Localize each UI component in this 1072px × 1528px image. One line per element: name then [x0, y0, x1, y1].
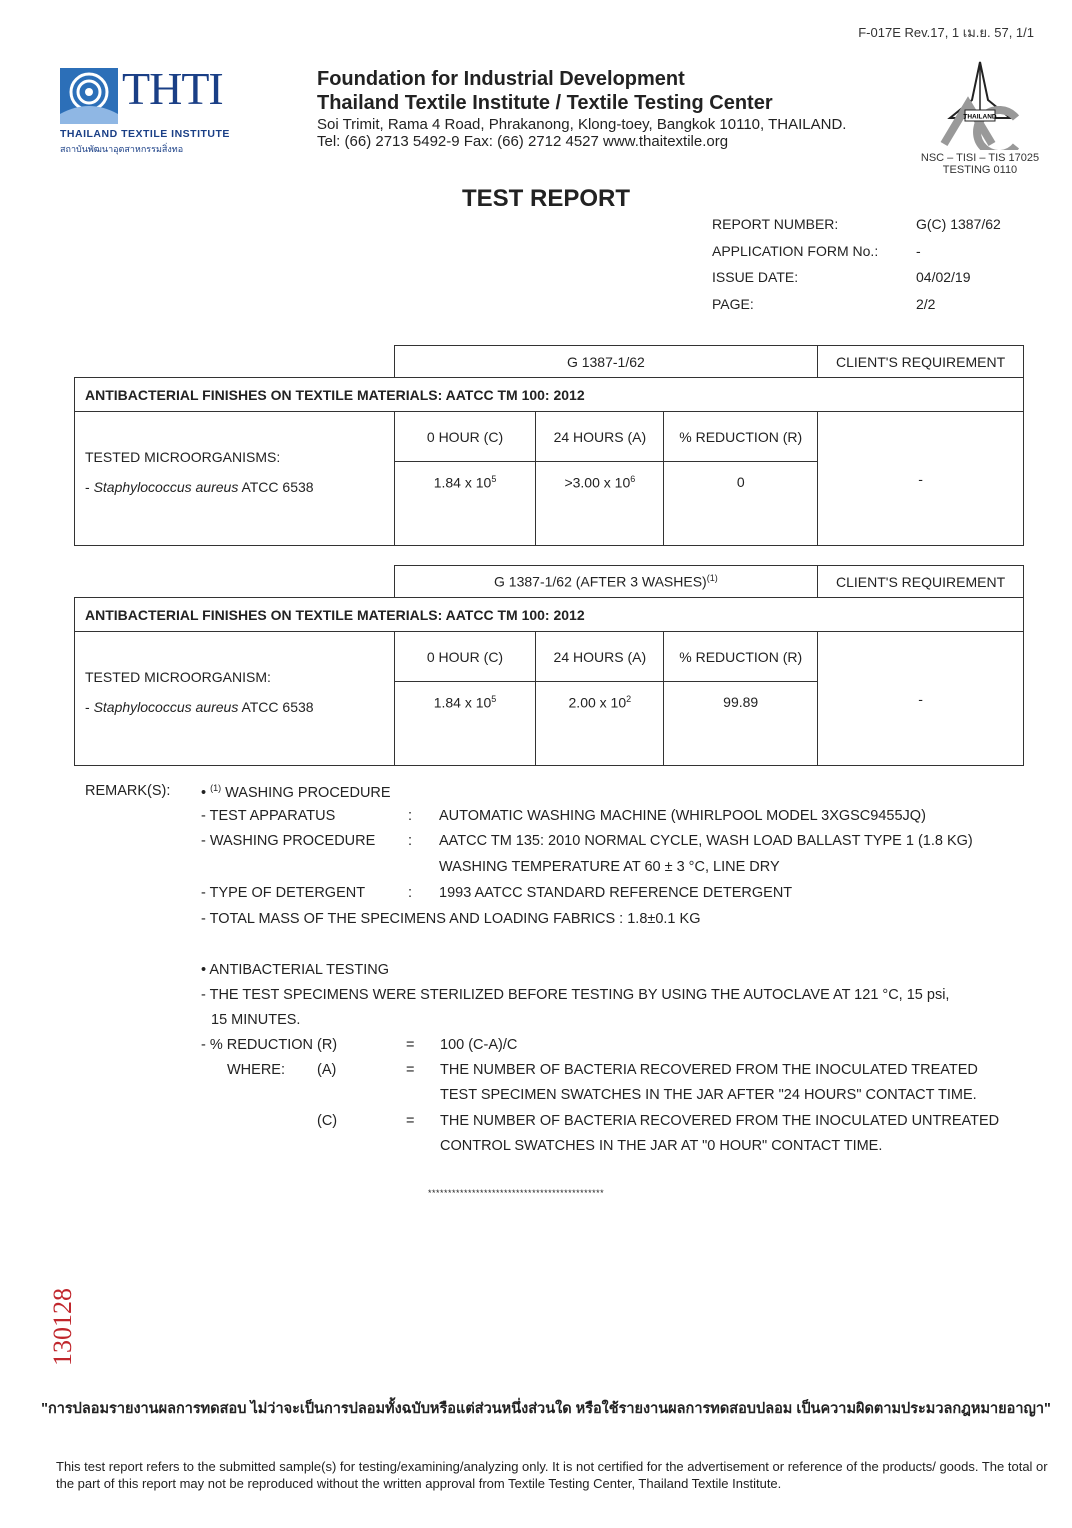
- value-0-hour: [394, 682, 536, 766]
- col-reduction: % REDUCTION (R): [664, 632, 818, 682]
- apparatus-value: AUTOMATIC WASHING MACHINE (WHIRLPOOL MODEL 3XGSC9455JQ): [439, 808, 926, 824]
- procedure-temperature: WASHING TEMPERATURE AT 60 ± 3 °C, LINE DRY: [439, 859, 780, 875]
- organism-name: Staphylococcus aureus: [93, 699, 239, 715]
- value-24-hours: [536, 462, 664, 546]
- value-exponent: 5: [491, 474, 497, 484]
- meta-value: G(C) 1387/62: [916, 216, 1001, 232]
- org-address: Soi Trimit, Rama 4 Road, Phrakanong, Klong-toey, Bangkok 10110, THAILAND.: [317, 116, 847, 133]
- client-requirement-header: CLIENT'S REQUIREMENT: [818, 346, 1024, 378]
- accreditation-line1: NSC – TISI – TIS 17025: [920, 152, 1040, 164]
- colon: :: [408, 885, 413, 901]
- reduction-formula: 100 (C-A)/C: [440, 1037, 518, 1053]
- equals: =: [406, 1113, 415, 1129]
- col-0-hour: 0 HOUR (C): [394, 412, 536, 462]
- a-symbol: (A): [317, 1062, 337, 1078]
- logo-wordmark: THTI: [122, 63, 223, 114]
- remarks-label: REMARK(S):: [85, 783, 171, 799]
- value-reduction: 0: [664, 462, 818, 546]
- sample-id: [394, 566, 818, 598]
- reduction-formula-label: - % REDUCTION (R): [201, 1037, 338, 1053]
- meta-value: 04/02/19: [916, 269, 971, 285]
- value-base: 2.00 x 10: [568, 694, 627, 711]
- test-method: ANTIBACTERIAL FINISHES ON TEXTILE MATERIALS: AATCC TM 100: 2012: [75, 598, 1024, 632]
- meta-report-number: [712, 216, 1001, 243]
- value-reduction: 99.89: [664, 682, 818, 766]
- organism-name: Staphylococcus aureus: [93, 479, 239, 495]
- sample-id-text: G 1387-1/62 (AFTER 3 WASHES): [494, 573, 707, 590]
- accreditation-mark: [920, 60, 1040, 185]
- organism-prefix: -: [85, 479, 94, 495]
- logo-subtitle: THAILAND TEXTILE INSTITUTE: [60, 128, 230, 140]
- detergent-label: - TYPE OF DETERGENT: [201, 885, 366, 901]
- organism: [85, 692, 384, 722]
- value-base: 1.84 x 10: [433, 474, 492, 491]
- accreditation-logo-icon: [930, 60, 1030, 150]
- sterilization-note-cont: 15 MINUTES.: [211, 1012, 301, 1028]
- value-exponent: 2: [626, 694, 632, 704]
- thti-logo: [60, 63, 242, 154]
- client-requirement-header: CLIENT'S REQUIREMENT: [818, 566, 1024, 598]
- meta-value: -: [916, 242, 921, 259]
- accreditation-line2: TESTING 0110: [942, 164, 1018, 176]
- col-24-hours: 24 HOURS (A): [536, 632, 664, 682]
- value-base: >3.00 x 10: [564, 474, 631, 491]
- page-title: TEST REPORT: [461, 185, 630, 212]
- meta-label: APPLICATION FORM No.:: [712, 242, 879, 259]
- client-requirement-value: -: [818, 412, 1024, 546]
- org-institute: Thailand Textile Institute / Textile Testing Center: [317, 92, 773, 114]
- value-base: 1.84 x 10: [433, 694, 492, 711]
- c-definition: THE NUMBER OF BACTERIA RECOVERED FROM THE INOCULATED UNTREATED: [440, 1113, 1000, 1129]
- results-table-2: [74, 565, 1024, 766]
- value-exponent: 5: [491, 694, 497, 704]
- detergent-value: 1993 AATCC STANDARD REFERENCE DETERGENT: [439, 885, 793, 901]
- organism-label: TESTED MICROORGANISMS:: [85, 449, 281, 465]
- c-symbol: (C): [317, 1113, 338, 1129]
- meta-label: REPORT NUMBER:: [712, 216, 839, 232]
- colon: :: [408, 808, 413, 824]
- organism-prefix: -: [85, 699, 94, 715]
- organism-label: TESTED MICROORGANISM:: [85, 669, 271, 685]
- col-reduction: % REDUCTION (R): [664, 412, 818, 462]
- side-serial-number: 130128: [48, 1288, 77, 1366]
- a-definition-cont: TEST SPECIMEN SWATCHES IN THE JAR AFTER "24 HOURS" CONTACT TIME.: [440, 1087, 977, 1103]
- procedure-label: - WASHING PROCEDURE: [201, 833, 376, 849]
- org-contact: Tel: (66) 2713 5492-9 Fax: (66) 2712 4527 www.thaitextile.org: [317, 133, 729, 150]
- procedure-value: AATCC TM 135: 2010 NORMAL CYCLE, WASH LOAD BALLAST TYPE 1 (1.8 KG): [439, 833, 973, 849]
- meta-page: [712, 296, 1001, 323]
- results-table-1: [74, 345, 1024, 546]
- total-mass: - TOTAL MASS OF THE SPECIMENS AND LOADING FABRICS : 1.8±0.1 KG: [201, 911, 701, 927]
- organism-cell: [75, 412, 395, 546]
- thti-swirl-icon: [60, 68, 118, 124]
- report-meta: [712, 216, 1001, 322]
- meta-value: 2/2: [916, 295, 936, 312]
- colon: :: [408, 833, 413, 849]
- equals: =: [406, 1062, 415, 1078]
- org-name: Foundation for Industrial Development: [317, 68, 685, 90]
- footnote-marker: (1): [210, 783, 222, 793]
- sample-id: G 1387-1/62: [394, 346, 818, 378]
- a-definition: THE NUMBER OF BACTERIA RECOVERED FROM THE INOCULATED TREATED: [440, 1062, 978, 1078]
- organism: [85, 472, 384, 502]
- col-24-hours: 24 HOURS (A): [536, 412, 664, 462]
- c-definition-cont: CONTROL SWATCHES IN THE JAR AT "0 HOUR" CONTACT TIME.: [440, 1138, 883, 1154]
- meta-label: PAGE:: [712, 295, 754, 312]
- value-24-hours: [536, 682, 664, 766]
- apparatus-label: - TEST APPARATUS: [201, 808, 336, 824]
- organism-cell: [75, 632, 395, 766]
- meta-issue-date: [712, 269, 1001, 296]
- footnote-marker: (1): [706, 573, 718, 584]
- washing-heading-text: WASHING PROCEDURE: [225, 784, 391, 801]
- where-label: WHERE:: [227, 1062, 285, 1078]
- form-code: F-017E Rev.17, 1 เม.ย. 57, 1/1: [858, 25, 1034, 40]
- organism-strain: ATCC 6538: [238, 699, 314, 715]
- col-0-hour: 0 HOUR (C): [394, 632, 536, 682]
- disclaimer: This test report refers to the submitted sample(s) for testing/examining/analyzing only. It is not certified for the advertisement or reference of the products/ goods. The total or the part of this report may not be reproduced without the written approval from Textile Testing Center, Thailand Textile Institute.: [56, 1459, 1048, 1491]
- meta-application-form: [712, 243, 1001, 270]
- accreditation-badge: THAILAND: [963, 113, 997, 121]
- antibacterial-heading: • ANTIBACTERIAL TESTING: [201, 962, 389, 978]
- value-0-hour: [394, 462, 536, 546]
- test-method: ANTIBACTERIAL FINISHES ON TEXTILE MATERIALS: AATCC TM 100: 2012: [75, 378, 1024, 412]
- value-exponent: 6: [630, 474, 636, 484]
- organism-strain: ATCC 6538: [238, 479, 314, 495]
- meta-label: ISSUE DATE:: [712, 269, 799, 285]
- logo-subtitle-thai: สถาบันพัฒนาอุตสาหกรรมสิ่งทอ: [60, 144, 184, 154]
- antibacterial-heading-text: ANTIBACTERIAL TESTING: [209, 962, 389, 978]
- washing-heading: • $^{(1)}$ WASHING PROCEDURE: [201, 783, 391, 801]
- end-of-report-marker: ********************************************: [428, 1188, 605, 1198]
- thai-legal-warning: "การปลอมรายงานผลการทดสอบ ไม่ว่าจะเป็นการปลอมทั้งฉบับหรือแต่ส่วนหนึ่งส่วนใด หรือใช้รายงานผลการทดสอบปลอม เป็นความผิดตามประมวลกฎหมายอาญา": [41, 1401, 1051, 1417]
- equals: =: [406, 1037, 415, 1053]
- sterilization-note: - THE TEST SPECIMENS WERE STERILIZED BEFORE TESTING BY USING THE AUTOCLAVE AT 121 °C, 15 psi,: [201, 987, 950, 1003]
- client-requirement-value: -: [818, 632, 1024, 766]
